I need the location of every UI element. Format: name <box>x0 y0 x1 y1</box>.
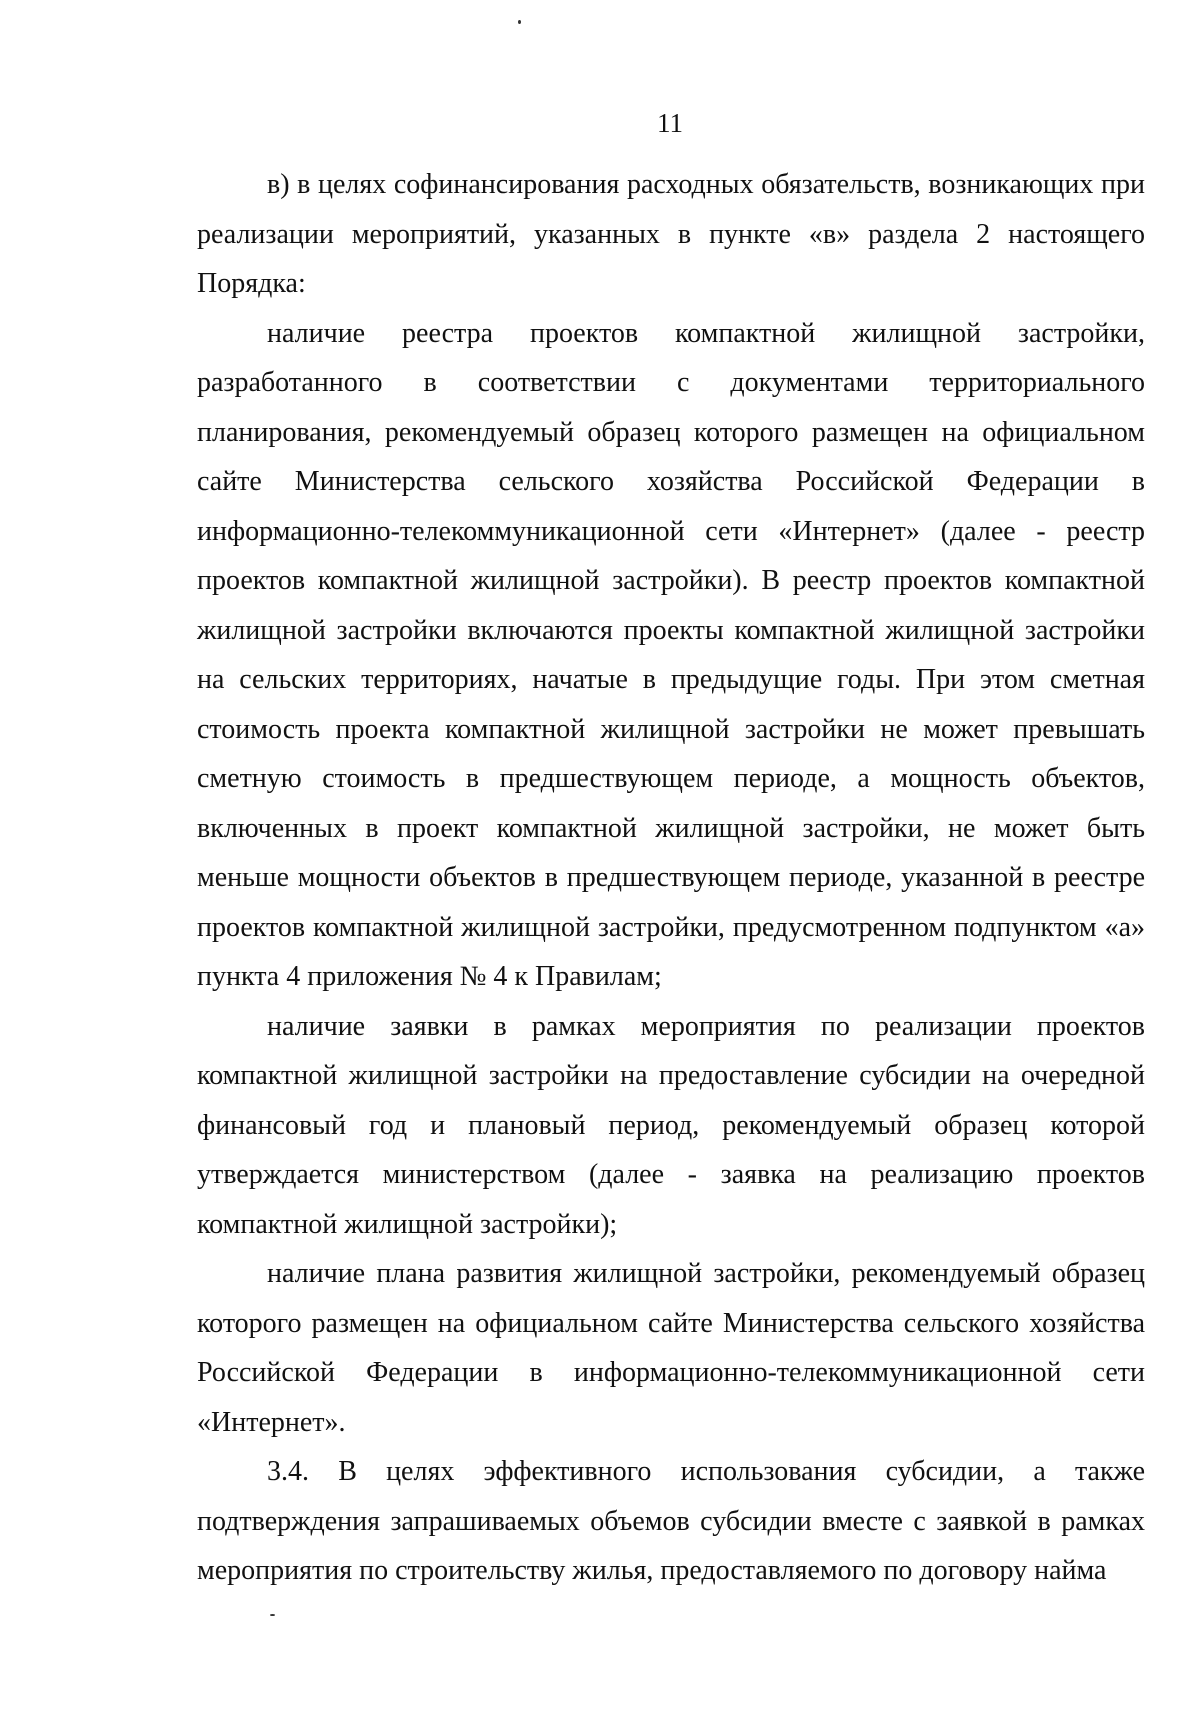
paragraph-section-3-4: 3.4. В целях эффективного использования субсидии, а также подтверждения запрашиваемых объемов субсидии вместе с заявкой в рамках мероприятия по строительству жилья, предоставляемого по договору найма <box>197 1456 1145 1586</box>
paragraph-registry-of-projects: наличие реестра проектов компактной жилищной застройки, разработанного в соответствии с документами территориального планирования, рекомендуемый образец которого размещен на официальном сайте Министерства сельского хозяйства Российской Федерации в информационно-телекоммуникационной сети «Интернет» (далее - реестр проектов компактной жилищной застройки). В реестр проектов компактной жилищной застройки включаются проекты компактной жилищной застройки на сельских территориях, начатые в предыдущие годы. При этом сметная стоимость проекта компактной жилищной застройки не может превышать сметную стоимость в предшествующем периоде, а мощность объектов, включенных в проект компактной жилищной застройки, не может быть меньше мощности объектов в предшествующем периоде, указанной в реестре проектов компактной жилищной застройки, предусмотренном подпунктом «а» пункта 4 приложения № 4 к Правилам; <box>197 317 1145 992</box>
document-body <box>197 160 1145 1596</box>
page-number: 11 <box>657 108 683 138</box>
paragraph-cofinancing-intro: в) в целях софинансирования расходных обязательств, возникающих при реализации мероприятий, указанных в пункте «в» раздела 2 настоящего Порядка: <box>197 169 1145 299</box>
scan-speck-top <box>518 20 521 24</box>
paragraph-application: наличие заявки в рамках мероприятия по реализации проектов компактной жилищной застройки на предоставление субсидии на очередной финансовый год и плановый период, рекомендуемый образец которой утверждается министерством (далее - заявка на реализацию проектов компактной жилищной застройки); <box>197 1010 1145 1240</box>
scan-speck-bottom <box>270 1614 275 1616</box>
paragraph-development-plan: наличие плана развития жилищной застройки, рекомендуемый образец которого размещен на официальном сайте Министерства сельского хозяйства Российской Федерации в информационно-телекоммуникационной сети «Интернет». <box>197 1258 1145 1438</box>
